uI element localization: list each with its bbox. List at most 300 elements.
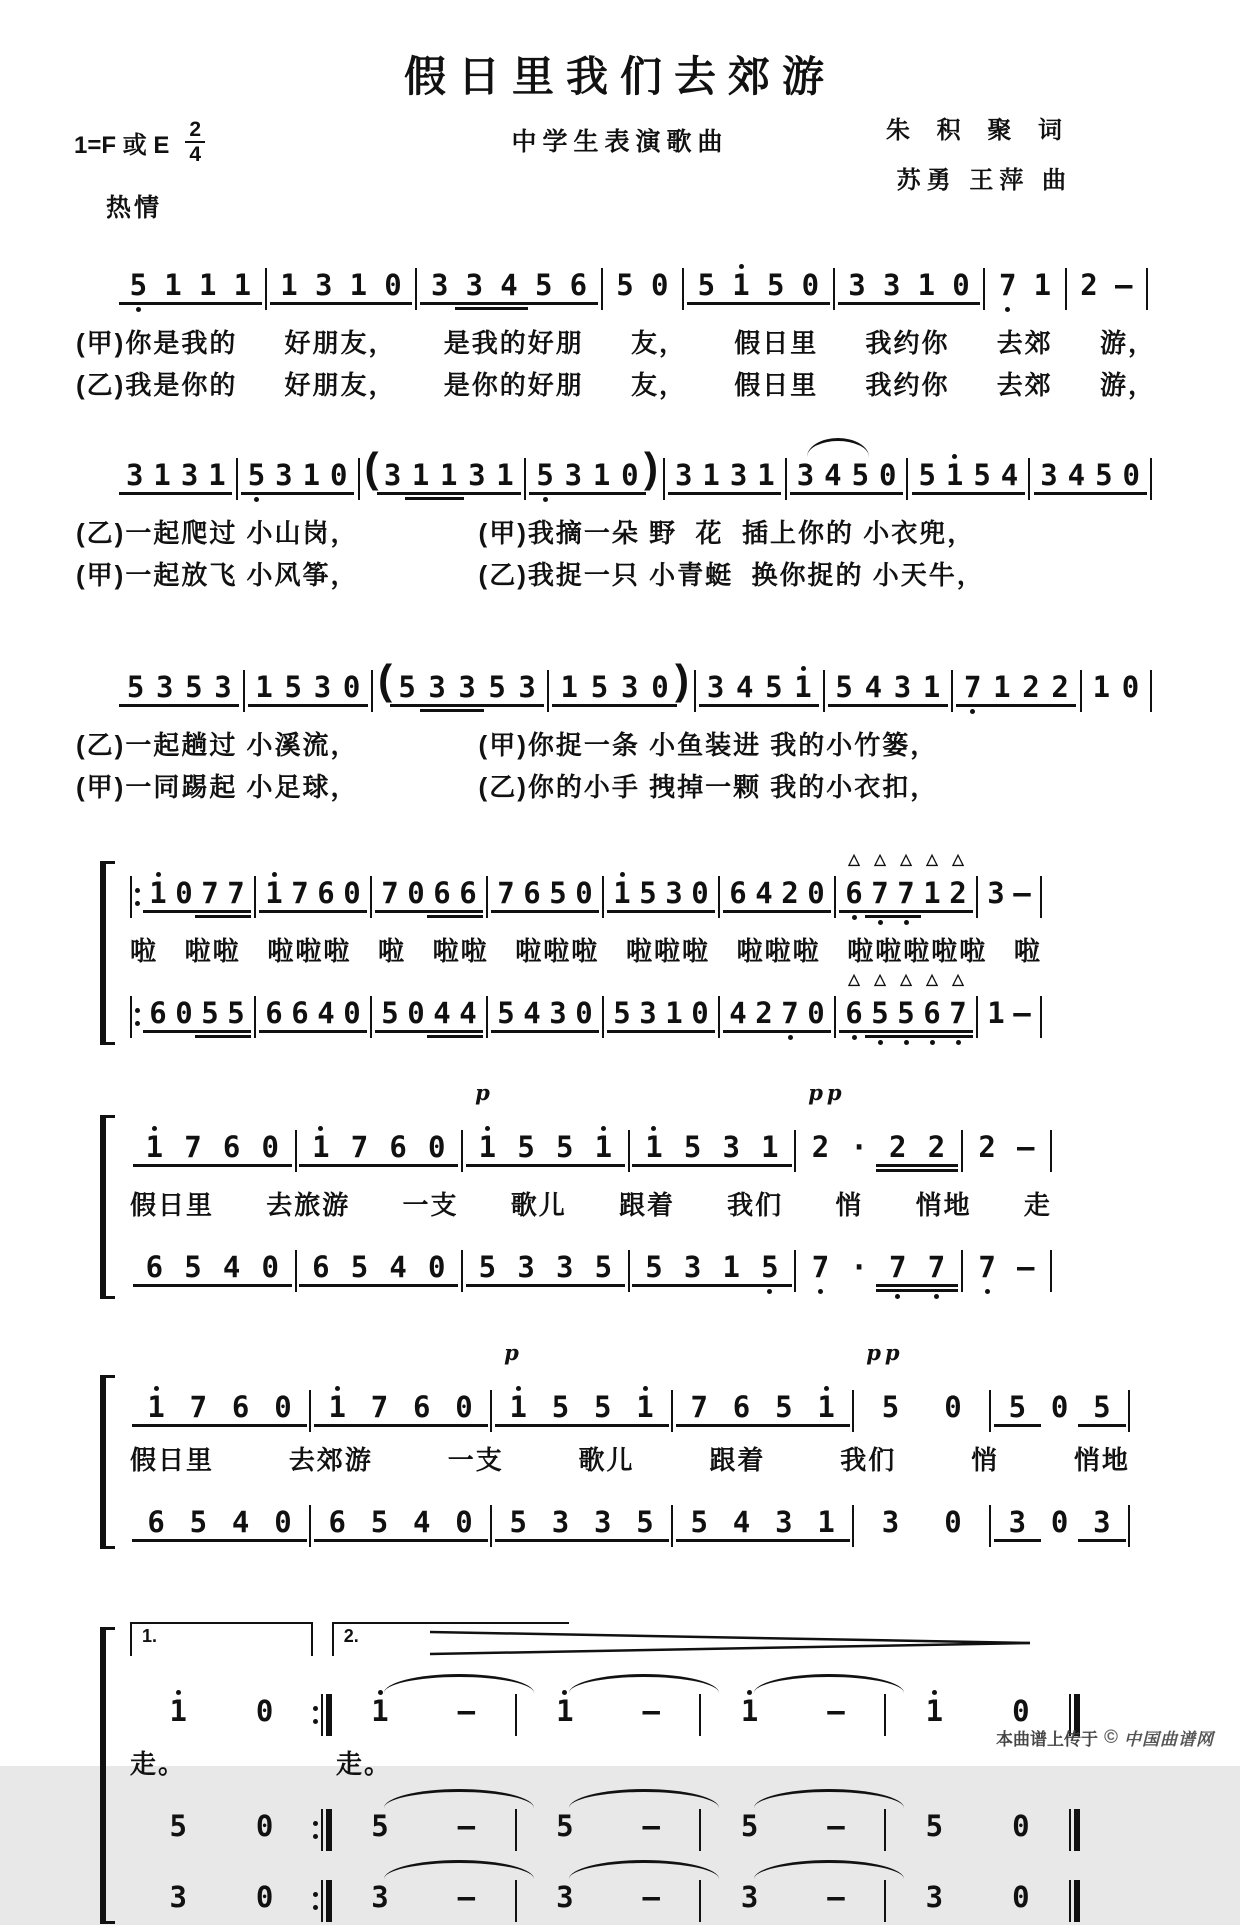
- note-number: 2: [949, 876, 967, 910]
- note-number: 3: [1040, 458, 1058, 492]
- low-octave-dot-row: [221, 1917, 307, 1925]
- low-octave-dot-row: [493, 1033, 519, 1041]
- beam-underline: [221, 1030, 250, 1033]
- note: [177, 1479, 219, 1550]
- note-number: 3: [848, 268, 866, 302]
- note: [148, 432, 175, 503]
- note: [788, 644, 817, 715]
- note: [751, 1104, 790, 1175]
- low-octave-dot-row: [687, 913, 713, 921]
- note-number: 0: [342, 670, 361, 704]
- note-marker-row: [990, 242, 1025, 262]
- note: [624, 1364, 666, 1435]
- note-number: 6: [569, 268, 588, 302]
- measure: [463, 1080, 628, 1175]
- notes-row: [130, 1854, 1080, 1925]
- note-number: 5: [1093, 1390, 1111, 1424]
- note: [463, 432, 491, 503]
- note-number: 0: [274, 1390, 292, 1424]
- note: [401, 1479, 443, 1550]
- low-octave-dot-row: [225, 305, 260, 313]
- notes-row: [130, 1080, 1052, 1180]
- note-marker-row: [512, 644, 542, 664]
- note: [867, 850, 893, 926]
- note: [171, 970, 197, 1041]
- low-octave-dot-row: [919, 913, 945, 921]
- low-octave-dot-row: [635, 913, 661, 921]
- note-marker-row: [468, 1104, 507, 1124]
- note-number: 6: [433, 876, 451, 910]
- low-octave-dot-row: [145, 1033, 171, 1041]
- note-number: 7: [927, 1250, 946, 1284]
- low-octave-dot-row: [287, 913, 313, 921]
- note: [751, 970, 777, 1041]
- note-marker-row: [859, 1479, 922, 1499]
- low-octave-dot-row: [492, 310, 527, 318]
- low-octave-dot-row: [752, 495, 779, 503]
- note-number: 1: [169, 1694, 187, 1728]
- low-octave-dot-row: [888, 707, 917, 715]
- low-octave-dot-row: [840, 305, 875, 313]
- low-octave-dot-row: [777, 1033, 803, 1041]
- note-number: 5: [594, 1390, 612, 1424]
- low-octave-dot-row: [302, 1287, 341, 1295]
- note-marker-row: [539, 1364, 581, 1384]
- note-number: 1: [233, 268, 252, 302]
- low-octave-dot-row: [339, 1033, 365, 1041]
- low-octave-dot-row: [522, 1846, 608, 1854]
- low-octave-dot: [930, 1040, 935, 1045]
- note: [225, 242, 260, 313]
- note-marker-row: [220, 1479, 262, 1499]
- barline: [130, 876, 132, 918]
- note-marker-row: [250, 644, 279, 664]
- note-marker-row: [545, 970, 571, 990]
- note-marker-row: [121, 242, 156, 262]
- measure: [720, 850, 834, 921]
- lyric-segment: 悄地: [1073, 1445, 1130, 1475]
- note: [340, 1224, 379, 1295]
- low-octave-dot-row: [1009, 1033, 1035, 1041]
- note-marker-row: [888, 644, 917, 664]
- note-number: 0: [407, 876, 425, 910]
- low-octave-dot-row: [751, 1033, 777, 1041]
- note: [996, 1479, 1038, 1550]
- lyric-segment: 假日里: [734, 370, 819, 400]
- note-number: 4: [389, 1250, 407, 1284]
- note: [996, 1364, 1038, 1435]
- note-number: –: [457, 1694, 476, 1728]
- note-marker-row: [302, 1104, 341, 1124]
- low-octave-dot-row: [859, 1542, 922, 1550]
- note-number: 1: [164, 268, 182, 302]
- accent-triangle-mark: △: [952, 851, 964, 868]
- low-octave-dot-row: [1081, 1542, 1123, 1550]
- note-marker-row: [561, 242, 596, 262]
- note-number: 1: [817, 1390, 835, 1424]
- note-number: 3: [468, 458, 486, 492]
- note: [730, 644, 759, 715]
- note: [493, 850, 519, 921]
- note-number: –: [457, 1880, 476, 1914]
- low-octave-dot-row: [841, 913, 867, 921]
- note-number: 3: [729, 458, 748, 492]
- note-marker-row: [725, 970, 751, 990]
- note-number: –: [457, 1809, 476, 1843]
- barline-repeat: [313, 1880, 332, 1922]
- note-marker-row: [429, 970, 455, 990]
- low-octave-dot-row: [377, 913, 403, 921]
- note: [878, 1224, 917, 1300]
- note-number: 7: [964, 670, 982, 704]
- low-octave-dot-row: [678, 1427, 720, 1435]
- note: [645, 644, 675, 715]
- note-marker-row: [298, 432, 325, 452]
- low-octave-dot-row: [251, 1287, 290, 1295]
- repeat-dot: [313, 1905, 318, 1910]
- note: [642, 242, 677, 313]
- note: [968, 1104, 1007, 1175]
- note-number: 5: [126, 670, 145, 704]
- low-octave-dot-row: [751, 913, 777, 921]
- low-octave-dot-row: [407, 500, 435, 508]
- note-number: 3: [556, 1880, 574, 1914]
- note-number: 5: [509, 1505, 527, 1539]
- low-octave-dot-row: [608, 1846, 694, 1854]
- note-number: 1: [592, 458, 611, 492]
- low-octave-dot-row: [455, 1038, 481, 1046]
- note-number: 5: [690, 1505, 708, 1539]
- note-marker-row: [987, 644, 1016, 664]
- low-octave-dot-row: [751, 1287, 790, 1295]
- note-number: 0: [261, 1250, 279, 1284]
- note: [190, 242, 225, 313]
- note-number: ·: [850, 1250, 868, 1284]
- low-octave-dot-row: [422, 305, 457, 313]
- note: [316, 1479, 358, 1550]
- low-octave-dot-row: [891, 1731, 977, 1739]
- note-marker-row: [1039, 1364, 1081, 1384]
- note-marker-row: [609, 970, 635, 990]
- low-octave-dot-row: [379, 1167, 418, 1175]
- note: [507, 1224, 546, 1295]
- note: [313, 970, 339, 1041]
- note-marker-row: [423, 1783, 509, 1803]
- note: [720, 1364, 762, 1435]
- note-marker-row: [1009, 850, 1035, 870]
- note: [777, 850, 803, 921]
- note: [859, 644, 888, 715]
- notes-row: [130, 1479, 1130, 1550]
- low-octave-dot-row: [584, 1287, 623, 1295]
- dynamic-mark: pp: [866, 1340, 904, 1365]
- note: [801, 1104, 840, 1175]
- note-number: 5: [683, 1130, 702, 1164]
- lyric-segment: 一支: [447, 1445, 504, 1475]
- note: [221, 1783, 307, 1854]
- low-octave-dot-row: [208, 707, 237, 715]
- note-number: 2: [811, 1130, 830, 1164]
- note-marker-row: [423, 1854, 509, 1874]
- note: [945, 970, 971, 1046]
- note-number: 5: [835, 670, 853, 704]
- beam-underline: [943, 1030, 972, 1033]
- note-number: 0: [261, 1130, 279, 1164]
- note: [401, 1364, 443, 1435]
- measure: [1030, 432, 1150, 503]
- note: [608, 1783, 694, 1854]
- beam-underline: [195, 1030, 224, 1033]
- lyric-segment: 啦啦: [184, 936, 241, 966]
- low-octave-dot-row: [968, 495, 995, 503]
- low-octave-dot-row: [730, 707, 759, 715]
- low-octave-dot-row: [313, 1033, 339, 1041]
- note-marker-row: [340, 1104, 379, 1124]
- note: [220, 1479, 262, 1550]
- note-marker-row: [148, 432, 175, 452]
- notes-row: [130, 1783, 1080, 1854]
- note-marker-row: [423, 1668, 509, 1688]
- low-octave-dot-row: [584, 707, 614, 715]
- note-number: 4: [523, 996, 541, 1030]
- system-2: [76, 432, 1152, 592]
- note-marker-row: [443, 1479, 485, 1499]
- low-octave-dot-row: [302, 1167, 341, 1175]
- note-number: 3: [430, 268, 449, 302]
- low-octave-dot-row: [759, 707, 788, 715]
- time-signature: [185, 118, 205, 166]
- measure: [665, 432, 785, 503]
- low-octave-dot: [788, 1035, 793, 1040]
- low-octave-dot-row: [847, 495, 874, 503]
- accent-triangle-mark: △: [926, 851, 938, 868]
- note: [687, 850, 713, 921]
- note-number: 5: [555, 1130, 574, 1164]
- note: [251, 1224, 290, 1295]
- note: [407, 432, 435, 508]
- notes-row: [116, 644, 1152, 720]
- low-octave-dot: [136, 307, 141, 312]
- note-number: 1: [702, 458, 720, 492]
- low-octave-dot-row: [891, 1846, 977, 1854]
- low-octave-dot-row: [635, 1167, 674, 1175]
- note-number: 1: [509, 1390, 527, 1424]
- note: [223, 850, 249, 926]
- note: [316, 1364, 358, 1435]
- note: [792, 432, 819, 503]
- lyric-segment: 啦啦: [432, 936, 489, 966]
- measure: [492, 1340, 671, 1435]
- note-marker-row: [793, 1854, 879, 1874]
- note: [874, 432, 901, 503]
- note-number: 4: [433, 996, 451, 1030]
- low-octave-dot-row: [135, 1287, 174, 1295]
- note-marker-row: [519, 970, 545, 990]
- note-marker-row: [220, 1364, 262, 1384]
- note: [859, 1364, 922, 1435]
- low-octave-dot: [895, 1294, 900, 1299]
- note: [1116, 644, 1145, 715]
- low-octave-dot-row: [793, 1731, 879, 1739]
- note: [554, 644, 584, 715]
- low-octave-dot-row: [337, 1917, 423, 1925]
- note-number: 0: [407, 996, 425, 1030]
- note-marker-row: [316, 1364, 358, 1384]
- barline: [321, 1880, 323, 1922]
- note-number: 5: [590, 670, 609, 704]
- song-title: 假日里我们去郊游: [403, 53, 836, 100]
- note-number: 6: [732, 1390, 751, 1424]
- lyric-segment: (甲)你捉一条 小鱼装进 我的小竹篓，: [478, 730, 939, 760]
- note: [135, 1364, 177, 1435]
- note-marker-row: [261, 850, 287, 870]
- beam-underline: [876, 1284, 919, 1287]
- note-number: 6: [231, 1390, 250, 1424]
- note-marker-row: [208, 644, 237, 664]
- note: [337, 1668, 423, 1739]
- composer-credit: 苏勇 王萍 曲: [896, 167, 1072, 194]
- note-marker-row: [616, 432, 644, 452]
- note-marker-row: [983, 850, 1009, 870]
- note: [706, 1854, 792, 1925]
- low-octave-dot-row: [468, 1287, 507, 1295]
- note-number: 4: [732, 1505, 751, 1539]
- note-marker-row: [457, 242, 492, 262]
- low-octave-dot-row: [171, 913, 197, 921]
- low-octave-dot-row: [792, 495, 819, 503]
- low-octave-dot-row: [841, 1033, 867, 1041]
- note-marker-row: [687, 970, 713, 990]
- note-marker-row: [279, 644, 308, 664]
- note-marker-row: [922, 1479, 985, 1499]
- barline-repeat: [313, 1809, 332, 1851]
- low-octave-dot-row: [582, 1427, 624, 1435]
- note: [545, 850, 571, 921]
- note-marker-row: [891, 1783, 977, 1803]
- low-octave-dot-row: [793, 1917, 879, 1925]
- note: [725, 432, 752, 503]
- note-marker-row: [313, 850, 339, 870]
- note-marker-row: [497, 1479, 539, 1499]
- note-marker-row: [706, 1854, 792, 1874]
- note: [1035, 432, 1062, 503]
- note-marker-row: [407, 432, 435, 452]
- note-marker-row: [968, 432, 995, 452]
- note-number: 1: [302, 458, 321, 492]
- lyric-line: [130, 1188, 1052, 1222]
- note-marker-row: [840, 1104, 879, 1124]
- note-number: 6: [923, 996, 941, 1030]
- note-number: 1: [145, 1130, 164, 1164]
- note: [422, 242, 457, 313]
- note-number: 5: [639, 876, 657, 910]
- note-marker-row: [287, 850, 313, 870]
- note: [803, 970, 829, 1041]
- lyric-segment: 好朋友，: [284, 328, 397, 358]
- lyric-segment: 啦啦啦: [625, 936, 710, 966]
- low-octave-dot-row: [340, 1287, 379, 1295]
- low-octave-dot-row: [978, 1846, 1064, 1854]
- beam-underline: [915, 1284, 958, 1287]
- note-marker-row: [996, 1364, 1038, 1384]
- measure: [130, 1479, 309, 1550]
- system-bracket: [100, 1118, 106, 1296]
- low-octave-dot-row: [801, 1167, 840, 1175]
- site-name: 中国曲谱网: [1124, 1730, 1214, 1749]
- note: [571, 850, 597, 921]
- low-octave-dot-row: [156, 305, 191, 313]
- note-number: 6: [389, 1130, 407, 1164]
- lyric-line: [76, 770, 1160, 804]
- note-marker-row: [403, 970, 429, 990]
- note-number: 5: [129, 268, 148, 302]
- note-marker-row: [337, 1783, 423, 1803]
- note-number: 3: [775, 1505, 793, 1539]
- note: [221, 1854, 307, 1925]
- barline-single: [1050, 1130, 1052, 1172]
- note: [379, 1224, 418, 1295]
- note-number: 4: [864, 670, 883, 704]
- note: [423, 1783, 509, 1854]
- note-number: 1: [280, 268, 298, 302]
- lyric-segment: 走: [1023, 1190, 1052, 1220]
- low-octave-dot-row: [706, 1731, 792, 1739]
- low-octave-dot-row: [801, 1287, 840, 1295]
- note-number: 0: [952, 268, 970, 302]
- note-number: 0: [455, 1505, 473, 1539]
- lyric-line: [76, 368, 1156, 402]
- note: [135, 1104, 174, 1175]
- low-octave-dot-row: [423, 1917, 509, 1925]
- note-number: 0: [807, 876, 825, 910]
- note: [522, 1854, 608, 1925]
- measure: [140, 970, 254, 1046]
- low-octave-dot-row: [571, 913, 597, 921]
- note-number: 0: [255, 1694, 274, 1728]
- note-marker-row: [840, 242, 875, 262]
- note-marker-row: [819, 432, 846, 452]
- note: [615, 644, 645, 715]
- note: [793, 1854, 879, 1925]
- note-number: 1: [925, 1694, 944, 1728]
- note-marker-row: [223, 850, 249, 870]
- lyric-segment: 啦: [130, 936, 159, 966]
- note-number: 7: [381, 876, 399, 910]
- low-octave-dot-row: [270, 495, 297, 503]
- note-marker-row: [609, 850, 635, 870]
- barline: [1069, 1880, 1071, 1922]
- lyric-segment: (甲)我摘一朵 野 花 插上你的 小衣兜，: [478, 518, 976, 548]
- note-number: –: [1016, 1130, 1035, 1164]
- note-number: 1: [198, 268, 217, 302]
- note: [917, 1104, 956, 1180]
- low-octave-dot-row: [287, 1033, 313, 1041]
- note: [339, 970, 365, 1041]
- note-number: –: [827, 1809, 845, 1843]
- note-number: 4: [412, 1505, 431, 1539]
- note-number: 5: [185, 670, 203, 704]
- low-octave-dot-row: [251, 1167, 290, 1175]
- low-octave-dot-row: [893, 1038, 919, 1046]
- low-octave-dot-row: [197, 1038, 223, 1046]
- repeat-dots: [313, 1809, 318, 1851]
- note-marker-row: [197, 970, 223, 990]
- barline: [1128, 1390, 1130, 1432]
- note: [830, 644, 859, 715]
- note-marker-row: [801, 1104, 840, 1124]
- lyric-segment: 好朋友，: [284, 370, 397, 400]
- note-marker-row: [792, 432, 819, 452]
